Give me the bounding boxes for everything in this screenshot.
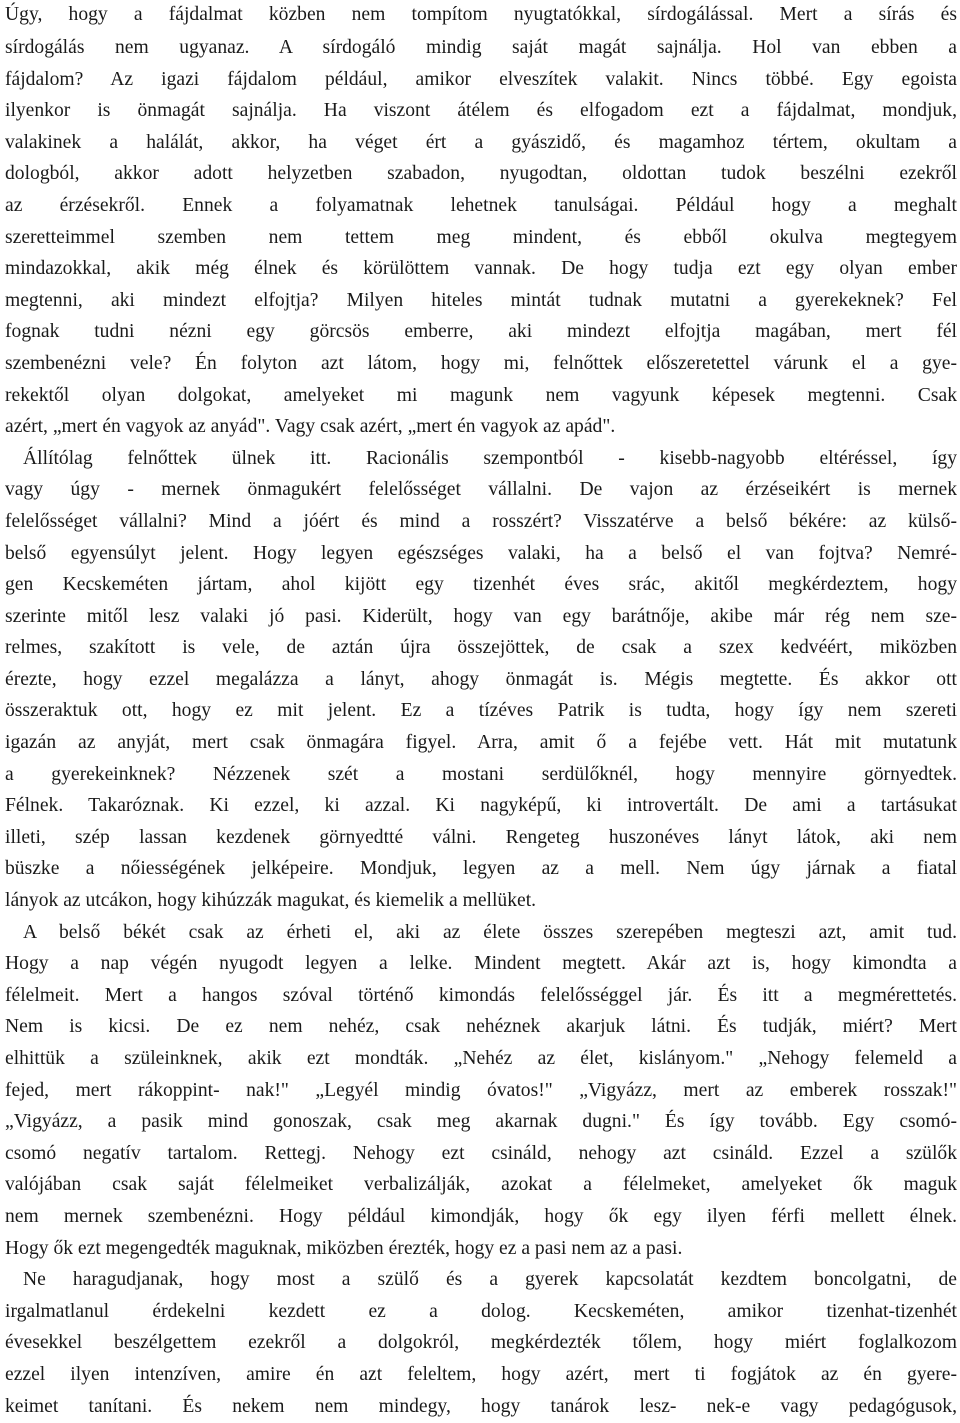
- text-line: valójában csak saját félelmeiket verbalizálják, azokat a félelmeket, amelyeket ők maguk: [5, 1174, 957, 1196]
- paragraph-first-line: Állítólag felnőttek ülnek itt. Racionális szempontból - kisebb-nagyobb eltéréssel, így: [23, 447, 957, 469]
- text-line: igazán az anyját, mert csak önmagára figyel. Arra, amit ő a fejébe vett. Hát mit mutatunk: [5, 732, 957, 754]
- document-page: [5, 0, 957, 1423]
- text-line: összeraktuk ott, hogy ez mit jelent. Ez a tízéves Patrik is tudta, hogy így nem szereti: [5, 700, 957, 722]
- text-line: szerinte mitől lesz valaki jó pasi. Kiderült, hogy van egy barátnője, akibe már rég nem sze-: [5, 605, 957, 627]
- text-line: illeti, szép lassan kezdenek görnyedtté válni. Rengeteg huszonéves lányt látok, aki nem: [5, 826, 957, 848]
- text-line: fognak tudni nézni egy görcsös emberre, aki mindezt elfojtja magában, mert fél: [5, 321, 957, 343]
- text-line: „Vigyázz, a pasik mind gonoszak, csak meg akarnak dugni." És így tovább. Egy csomó-: [5, 1111, 957, 1133]
- text-line: nem mernek szembenézni. Hogy például kimondják, hogy ők egy ilyen férfi mellett élnek.: [5, 1205, 957, 1227]
- text-line: azért, „mert én vagyok az anyád". Vagy csak azért, „mert én vagyok az apád".: [5, 416, 616, 438]
- text-line: ilyenkor is önmagát sajnálja. Ha viszont átélem és elfogadom ezt a fájdalmat, mondjuk,: [5, 100, 957, 122]
- text-line: büszke a nőiességének jelképeire. Mondjuk, legyen az a mell. Nem úgy járnak a fiatal: [5, 858, 957, 880]
- text-line: vagy úgy - mernek önmagukért felelősséget vállalni. De vajon az érzéseikért is mernek: [5, 479, 957, 501]
- text-line: évesekkel beszélgettem ezekről a dolgokról, megkérdezték tőlem, hogy miért foglalkozom: [5, 1332, 957, 1354]
- text-line: Úgy, hogy a fájdalmat közben nem tompítom nyugtatókkal, sírdogálással. Mert a sírás és: [5, 4, 957, 25]
- text-line: Nem is kicsi. De ez nem nehéz, csak nehéznek akarjuk látni. És tudják, miért? Mert: [5, 1016, 957, 1038]
- text-line: fájdalom? Az igazi fájdalom például, amikor elveszítek valakit. Nincs többé. Egy egoista: [5, 68, 957, 90]
- text-line: irgalmatlanul érdekelni kezdett ez a dolog. Kecskeméten, amikor tizenhat-tizenhét: [5, 1300, 957, 1322]
- text-line: relmes, szakított is vele, de aztán újra összejöttek, de csak a szex kedvéért, miközben: [5, 637, 957, 659]
- text-line: a gyerekeinknek? Nézzenek szét a mostani serdülőknél, hogy mennyire görnyedtek.: [5, 763, 957, 785]
- text-line: lányok az utcákon, hogy kihúzzák magukat, és kiemelik a mellüket.: [5, 890, 537, 912]
- text-line: félelmeit. Mert a hangos szóval történő kimondás felelősséggel jár. És itt a megmérettetés.: [5, 984, 957, 1006]
- text-line: Félnek. Takaróznak. Ki ezzel, ki azzal. Ki nagyképű, ki introvertált. De ami a tartásukat: [5, 795, 957, 817]
- text-line: ezzel ilyen intenzíven, amire én azt feleltem, hogy azért, mert ti fogjátok az én gyere-: [5, 1363, 957, 1385]
- paragraph-first-line: Ne haragudjanak, hogy most a szülő és a gyerek kapcsolatát kezdtem boncolgatni, de: [23, 1269, 957, 1291]
- text-line: érezte, hogy ezzel megalázza a lányt, ahogy önmagát is. Mégis megtette. És akkor ott: [5, 668, 957, 690]
- paragraph-first-line: A belső békét csak az érheti el, aki az élete összes szerepében megteszi azt, amit tud.: [23, 921, 957, 943]
- text-line: gen Kecskeméten jártam, ahol kijött egy tizenhét éves srác, akitől megkérdeztem, hogy: [5, 574, 957, 596]
- text-line: sírdogálás nem ugyanaz. A sírdogáló mindig saját magát sajnálja. Hol van ebben a: [5, 37, 957, 58]
- text-line: keimet tanítani. És nekem nem mindegy, hogy tanárok lesz- nek-e vagy pedagógusok,: [5, 1395, 957, 1417]
- text-line: valakinek a halálát, akkor, ha véget ért a gyászidő, és magamhoz tértem, okultam a: [5, 131, 957, 153]
- text-line: fejed, mert rákoppint- nak!" „Legyél mindig óvatos!" „Vigyázz, mert az emberek rosszak!": [5, 1079, 957, 1101]
- text-line: Hogy ők ezt megengedték maguknak, miközben érezték, hogy ez a pasi nem az a pasi.: [5, 1237, 683, 1259]
- text-line: Hogy a nap végén nyugodt legyen a lelke. Mindent megtett. Akár azt is, hogy kimondta a: [5, 953, 957, 975]
- text-line: megtenni, aki mindezt elfojtja? Milyen hiteles mintát tudnak mutatni a gyerekeknek? Fel: [5, 289, 957, 311]
- text-line: dologból, akkor adott helyzetben szabadon, nyugodtan, oldottan tudok beszélni ezekről: [5, 163, 957, 185]
- text-line: az érzésekről. Ennek a folyamatnak lehetnek tanulságai. Például hogy a meghalt: [5, 194, 957, 216]
- text-line: rekektől olyan dolgokat, amelyeket mi magunk nem vagyunk képesek megtenni. Csak: [5, 384, 957, 406]
- text-line: szembenézni vele? Én folyton azt látom, hogy mi, felnőttek előszeretettel várunk el a gye-: [5, 352, 957, 374]
- text-line: elhittük a szüleinknek, akik ezt mondták. „Nehéz az élet, kislányom." „Nehogy felemeld a: [5, 1048, 957, 1069]
- text-line: csomó negatív tartalom. Rettegj. Nehogy ezt csináld, nehogy azt csináld. Ezzel a szülők: [5, 1142, 957, 1164]
- text-line: mindazokkal, akik még élnek és körülöttem vannak. De hogy tudja ezt egy olyan ember: [5, 258, 957, 280]
- text-line: szeretteimmel szemben nem tettem meg mindent, és ebből okulva megtegyem: [5, 226, 957, 248]
- text-line: felelősséget vállalni? Mind a jóért és mind a rosszért? Visszatérve a belső békére: az külső-: [5, 510, 957, 532]
- text-line: belső egyensúlyt jelent. Hogy legyen egészséges valaki, ha a belső el van fojtva? Nemré-: [5, 542, 957, 564]
